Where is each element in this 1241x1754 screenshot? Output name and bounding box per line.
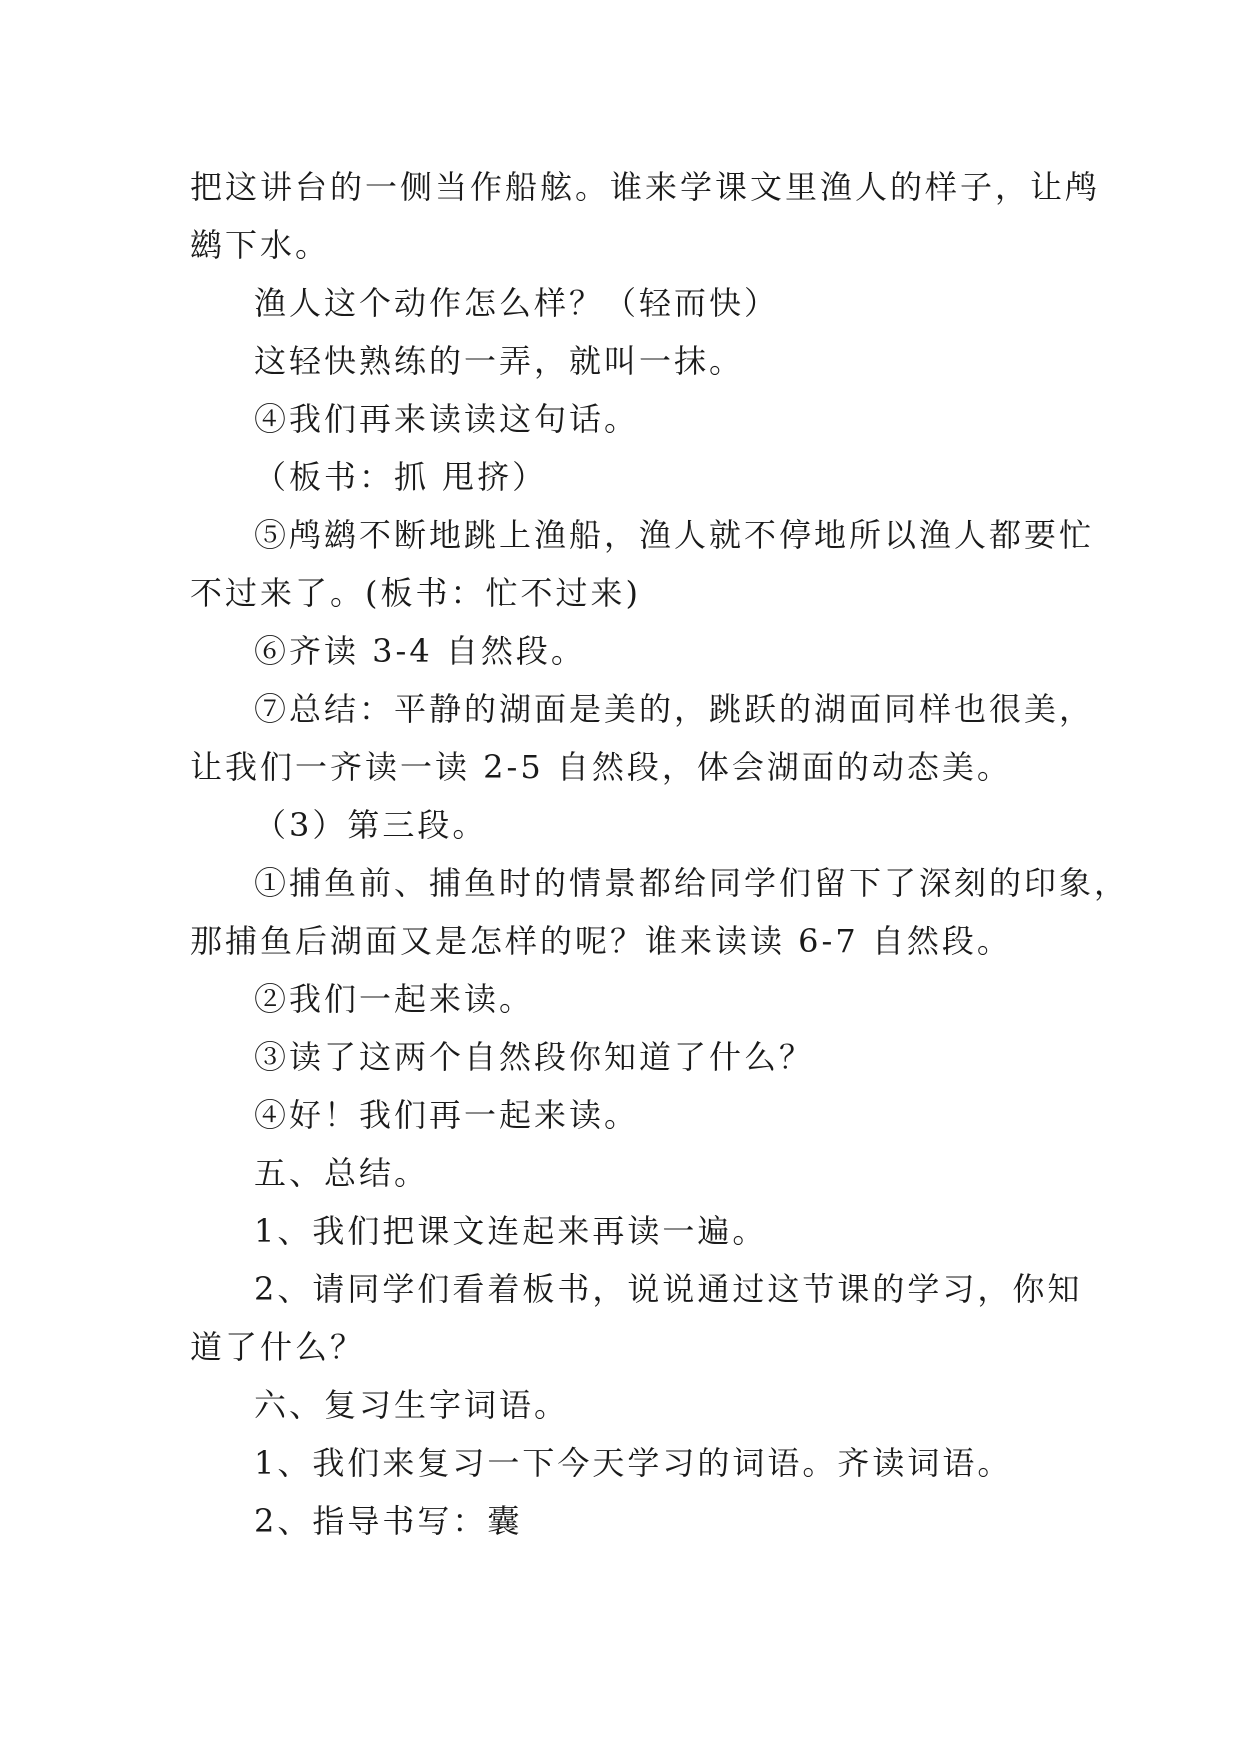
paragraph-line: （板书：抓 甩挤） — [254, 458, 548, 496]
paragraph-line: ④我们再来读读这句话。 — [254, 400, 640, 438]
paragraph-line: 不过来了。(板书：忙不过来) — [190, 574, 641, 612]
paragraph-line: 让我们一齐读一读 2-5 自然段，体会湖面的动态美。 — [190, 748, 1012, 786]
paragraph-line: 道了什么？ — [190, 1328, 366, 1366]
paragraph-line: 鹚下水。 — [190, 226, 331, 264]
paragraph-line: 这轻快熟练的一弄，就叫一抹。 — [254, 342, 745, 380]
paragraph-line: ④好！我们再一起来读。 — [254, 1096, 640, 1134]
paragraph-line: 1、我们把课文连起来再读一遍。 — [254, 1212, 768, 1250]
paragraph-line: 把这讲台的一侧当作船舷。谁来学课文里渔人的样子，让鸬 — [190, 168, 1101, 206]
paragraph-line: ③读了这两个自然段你知道了什么？ — [254, 1038, 815, 1076]
paragraph-line: ⑤鸬鹚不断地跳上渔船，渔人就不停地所以渔人都要忙 — [254, 516, 1095, 554]
paragraph-line: ①捕鱼前、捕鱼时的情景都给同学们留下了深刻的印象， — [254, 864, 1130, 902]
section-heading: （3）第三段。 — [254, 806, 488, 844]
paragraph-line: 2、请同学们看着板书，说说通过这节课的学习，你知 — [254, 1270, 1083, 1308]
body-text — [190, 158, 1130, 1550]
paragraph-line: ⑥齐读 3-4 自然段。 — [254, 632, 586, 670]
paragraph-line: 1、我们来复习一下今天学习的词语。齐读词语。 — [254, 1444, 1013, 1482]
paragraph-line: 那捕鱼后湖面又是怎样的呢？谁来读读 6-7 自然段。 — [190, 922, 1012, 960]
section-heading: 六、复习生字词语。 — [254, 1386, 570, 1424]
paragraph-line: ②我们一起来读。 — [254, 980, 535, 1018]
paragraph-line: ⑦总结：平静的湖面是美的，跳跃的湖面同样也很美， — [254, 690, 1095, 728]
section-heading: 五、总结。 — [254, 1154, 430, 1192]
paragraph-line: 渔人这个动作怎么样？（轻而快） — [254, 284, 780, 322]
paragraph-line: 2、指导书写：囊 — [254, 1502, 523, 1540]
